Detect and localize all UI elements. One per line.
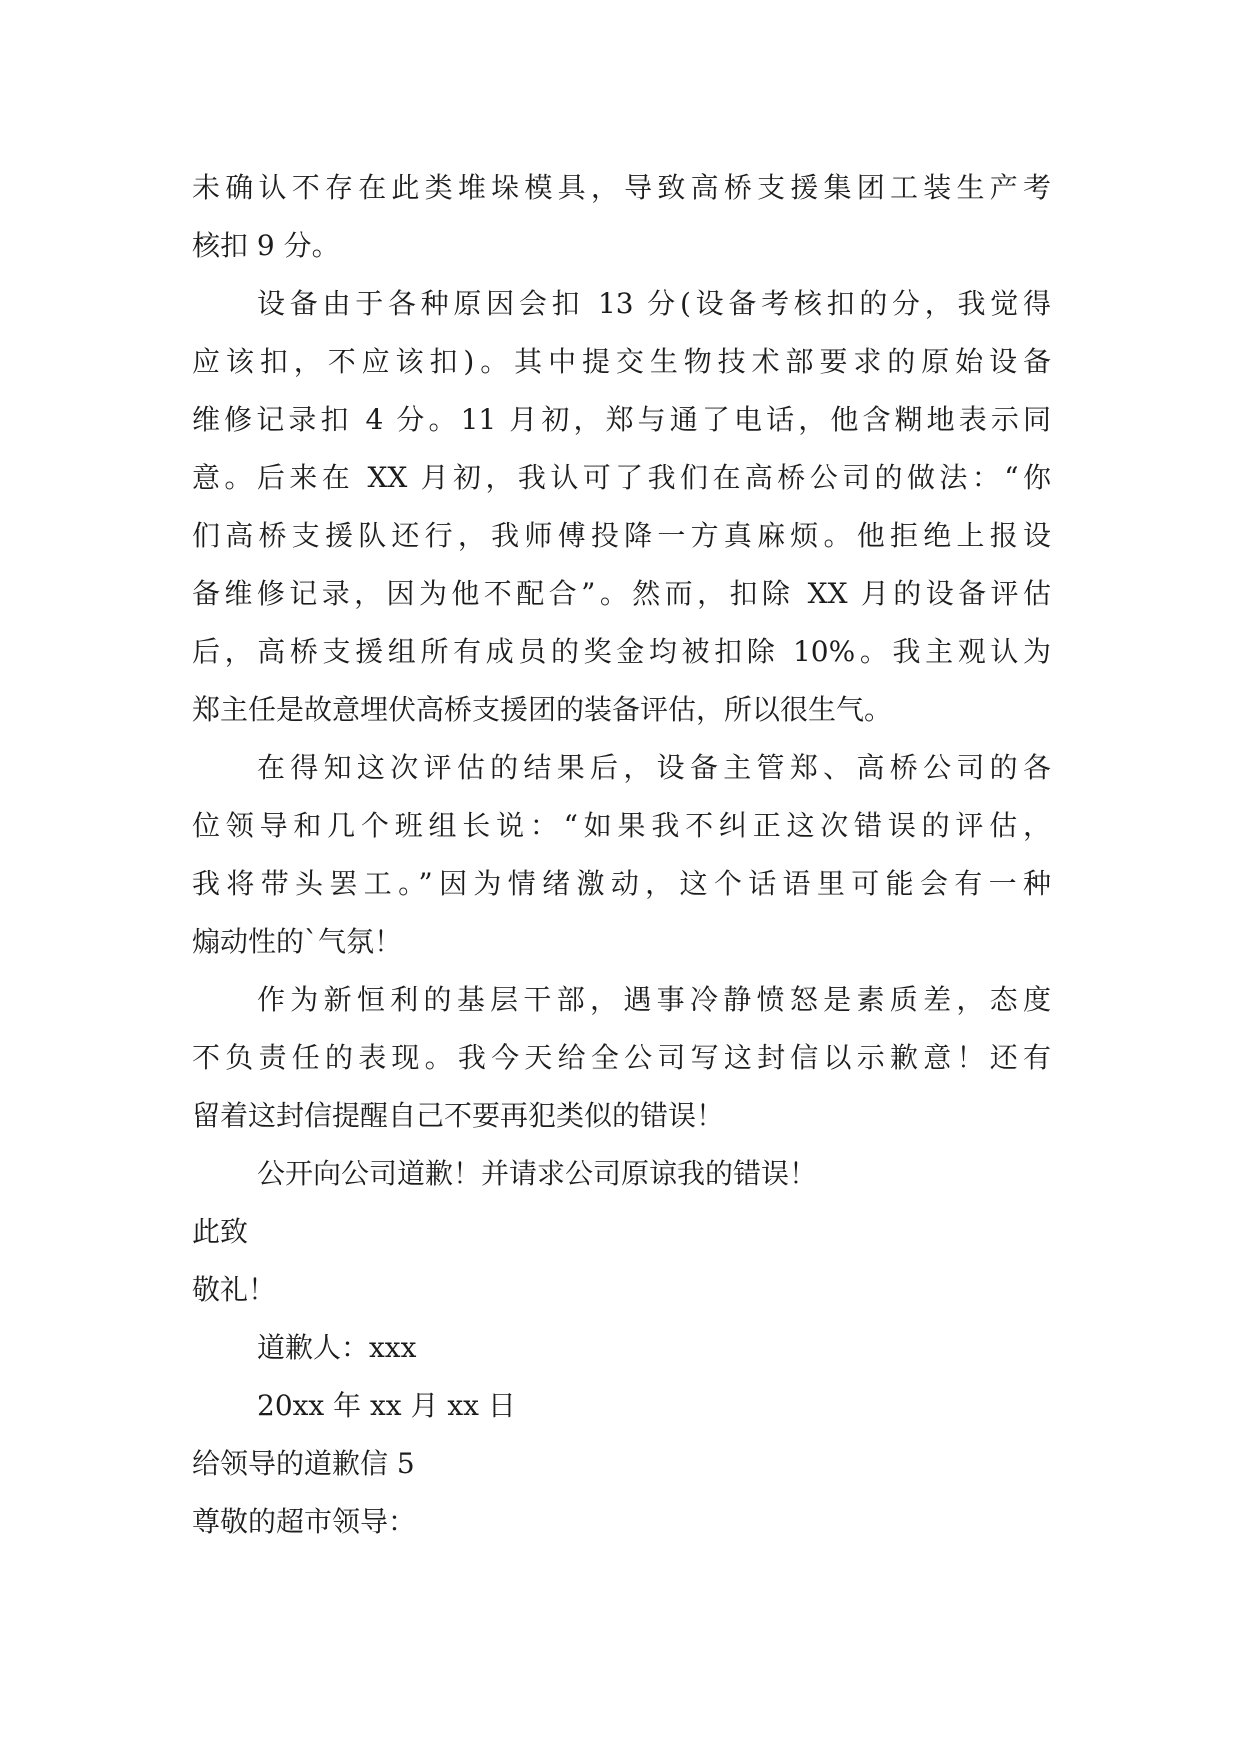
paragraph-start-line: 公开向公司道歉！并请求公司原谅我的错误！ bbox=[257, 1157, 818, 1190]
text-line: 不负责任的表现。我今天给全公司写这封信以示歉意！还有 bbox=[192, 1041, 1051, 1074]
signature-line: 道歉人：xxx bbox=[257, 1331, 417, 1364]
text-line: 应该扣，不应该扣)。其中提交生物技术部要求的原始设备 bbox=[192, 345, 1051, 378]
letter-body bbox=[192, 159, 1051, 1551]
closing-salutation: 此致 bbox=[192, 1215, 249, 1248]
text-line: 郑主任是故意埋伏高桥支援团的装备评估，所以很生气。 bbox=[192, 693, 893, 726]
text-line: 我将带头罢工。”因为情绪激动，这个话语里可能会有一种 bbox=[192, 867, 1051, 900]
text-line: 们高桥支援队还行，我师傅投降一方真麻烦。他拒绝上报设 bbox=[192, 519, 1051, 552]
paragraph-start-line: 设备由于各种原因会扣 13 分(设备考核扣的分，我觉得 bbox=[257, 287, 1051, 320]
paragraph-start-line: 在得知这次评估的结果后，设备主管郑、高桥公司的各 bbox=[257, 751, 1051, 784]
text-line: 未确认不存在此类堆垛模具，导致高桥支援集团工装生产考 bbox=[192, 171, 1051, 204]
text-line: 位领导和几个班组长说：“如果我不纠正这次错误的评估， bbox=[192, 809, 1051, 842]
text-line: 煽动性的`气氛！ bbox=[192, 925, 403, 958]
text-line: 核扣 9 分。 bbox=[192, 229, 340, 262]
text-line: 意。后来在 XX 月初，我认可了我们在高桥公司的做法：“你 bbox=[192, 461, 1051, 494]
greeting-line: 尊敬的超市领导： bbox=[192, 1505, 417, 1538]
section-heading: 给领导的道歉信 5 bbox=[192, 1447, 415, 1480]
text-line: 维修记录扣 4 分。11 月初，郑与通了电话，他含糊地表示同 bbox=[192, 403, 1051, 436]
closing-regards: 敬礼！ bbox=[192, 1273, 277, 1306]
date-line: 20xx 年 xx 月 xx 日 bbox=[257, 1389, 516, 1422]
paragraph-start-line: 作为新恒利的基层干部，遇事冷静愤怒是素质差，态度 bbox=[257, 983, 1051, 1016]
text-line: 后，高桥支援组所有成员的奖金均被扣除 10%。我主观认为 bbox=[192, 635, 1051, 668]
text-line: 留着这封信提醒自己不要再犯类似的错误！ bbox=[192, 1099, 725, 1132]
text-line: 备维修记录，因为他不配合”。然而，扣除 XX 月的设备评估 bbox=[192, 577, 1051, 610]
